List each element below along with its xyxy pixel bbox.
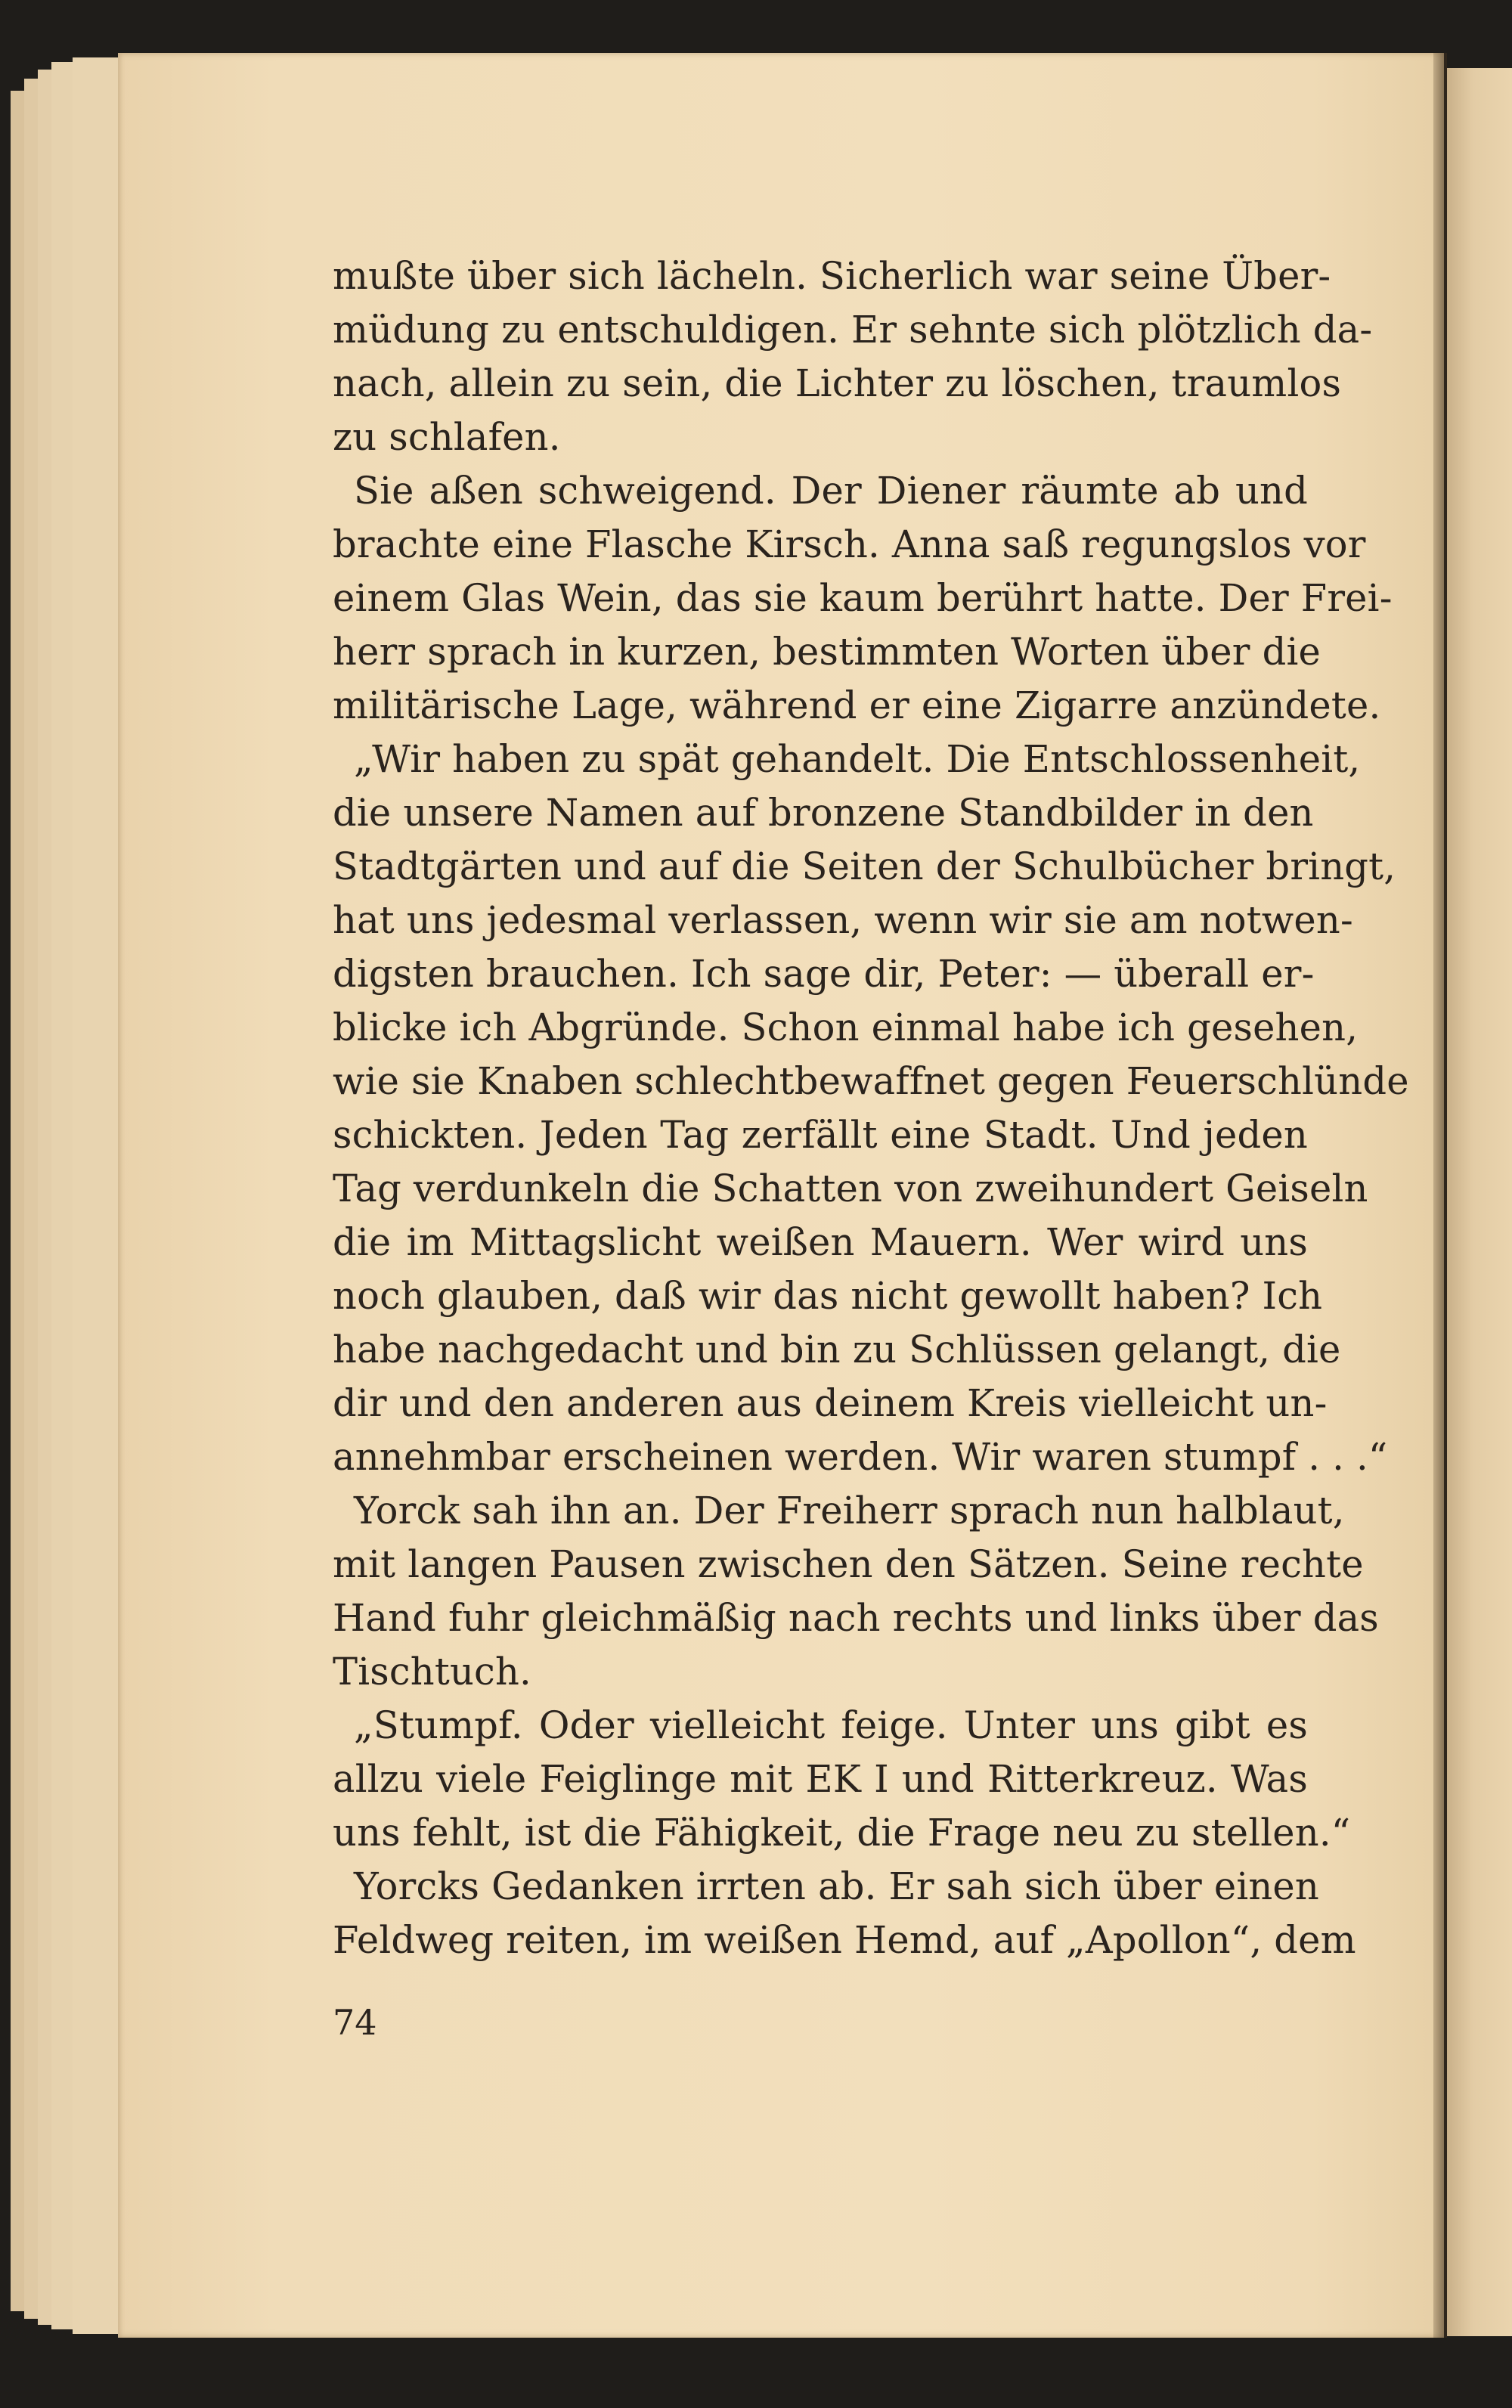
text-line: Tag verdunkeln die Schatten von zweihundert Geiseln [333,1167,1368,1210]
facing-page-edge [1447,68,1512,2336]
text-line: schickten. Jeden Tag zerfällt eine Stadt. Und jeden [333,1113,1308,1157]
text-line: müdung zu entschuldigen. Er sehnte sich plötzlich da- [333,308,1373,352]
text-line: Sie aßen schweigend. Der Diener räumte ab und [354,469,1308,513]
text-line: digsten brauchen. Ich sage dir, Peter: — überall er- [333,952,1315,996]
text-line: Hand fuhr gleichmäßig nach rechts und links über das [333,1596,1379,1640]
text-line: brachte eine Flasche Kirsch. Anna saß regungslos vor [333,522,1366,566]
text-line: herr sprach in kurzen, bestimmten Worten über die [333,630,1321,674]
text-line: Feldweg reiten, im weißen Hemd, auf „Apollon“, dem [333,1918,1356,1962]
text-line: habe nachgedacht und bin zu Schlüssen gelangt, die [333,1328,1341,1371]
text-line: noch glauben, daß wir das nicht gewollt haben? Ich [333,1274,1323,1318]
text-line: Stadtgärten und auf die Seiten der Schulbücher bringt, [333,845,1396,888]
text-line: die im Mittagslicht weißen Mauern. Wer wird uns [333,1220,1308,1264]
text-line: zu schlafen. [333,415,561,459]
text-line: „Wir haben zu spät gehandelt. Die Entschlossenheit, [354,737,1361,781]
text-line: die unsere Namen auf bronzene Standbilder in den [333,791,1314,835]
text-line: mußte über sich lächeln. Sicherlich war seine Über- [333,254,1331,298]
text-line: militärische Lage, während er eine Zigarre anzündete. [333,683,1381,727]
text-line: hat uns jedesmal verlassen, wenn wir sie am notwen- [333,898,1353,942]
text-line: „Stumpf. Oder vielleicht feige. Unter uns gibt es [354,1703,1308,1747]
text-line: nach, allein zu sein, die Lichter zu löschen, traumlos [333,361,1342,405]
text-line: blicke ich Abgründe. Schon einmal habe ich gesehen, [333,1006,1359,1049]
text-line: annehmbar erscheinen werden. Wir waren stumpf . . .“ [333,1435,1388,1479]
text-line: wie sie Knaben schlechtbewaffnet gegen Feuerschlünde [333,1059,1409,1103]
text-line: dir und den anderen aus deinem Kreis vielleicht un- [333,1381,1328,1425]
text-line: allzu viele Feiglinge mit EK I und Ritterkreuz. Was [333,1757,1308,1801]
page-number: 74 [333,2002,377,2043]
text-line: uns fehlt, ist die Fähigkeit, die Frage neu zu stellen.“ [333,1811,1351,1855]
spine-gutter [1433,53,1447,2338]
text-line: Yorck sah ihn an. Der Freiherr sprach nun halblaut, [354,1489,1345,1533]
text-line: einem Glas Wein, das sie kaum berührt hatte. Der Frei- [333,576,1393,620]
page-edge [73,57,119,2334]
text-line: mit langen Pausen zwischen den Sätzen. Seine rechte [333,1542,1364,1586]
text-line: Yorcks Gedanken irrten ab. Er sah sich über einen [354,1864,1320,1908]
text-line: Tischtuch. [333,1650,531,1694]
body-text [333,249,1409,1967]
